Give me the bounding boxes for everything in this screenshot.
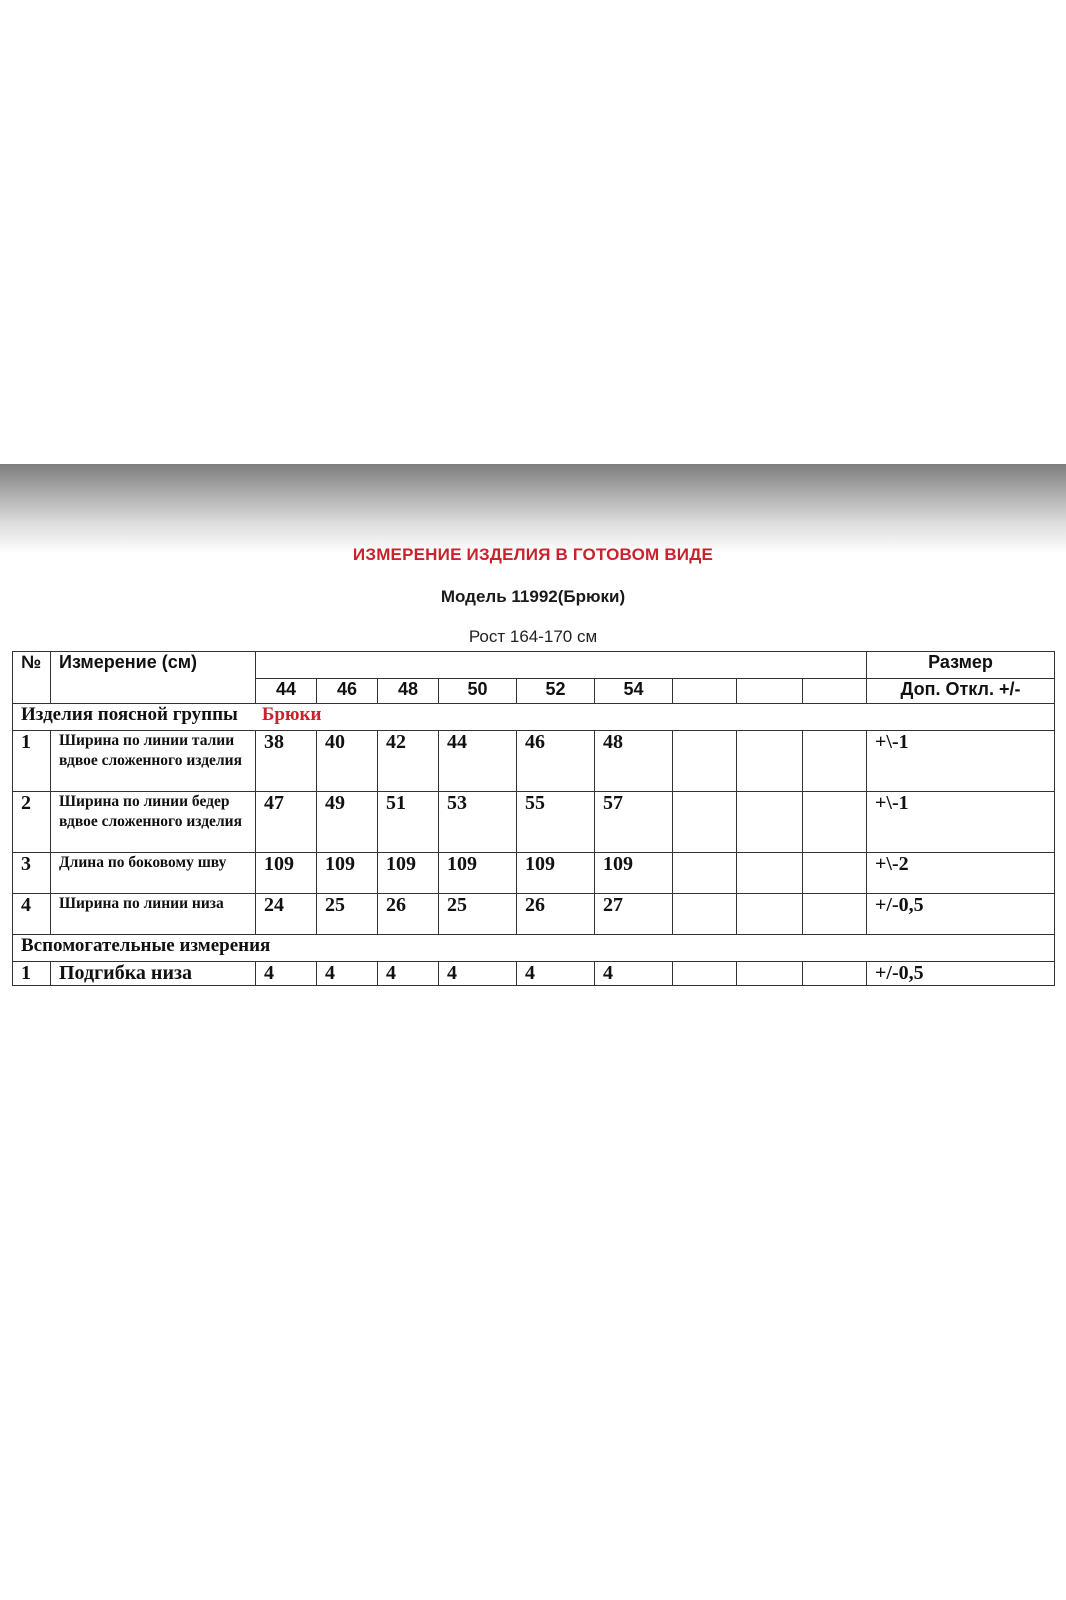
value-cell: 109 [517, 853, 595, 894]
value-cell: 4 [439, 962, 517, 986]
model-label: Модель 11992(Брюки) [440, 587, 626, 606]
row-desc: Ширина по линии бедер вдвое сложенного изделия [51, 792, 256, 853]
size-50: 50 [439, 679, 517, 704]
section-accent: Брюки [261, 704, 322, 725]
value-cell: 25 [439, 894, 517, 935]
value-cell: 109 [439, 853, 517, 894]
size-46: 46 [317, 679, 378, 704]
value-cell: 48 [595, 731, 673, 792]
empty-cell [673, 894, 737, 935]
value-cell: 57 [595, 792, 673, 853]
value-cell: 24 [256, 894, 317, 935]
value-cell: 25 [317, 894, 378, 935]
header-num: № [13, 652, 51, 704]
row-desc: Длина по боковому шву [51, 853, 256, 894]
value-cell: 55 [517, 792, 595, 853]
row-desc: Подгибка низа [51, 962, 256, 986]
table-row [13, 894, 1055, 935]
empty-cell [803, 853, 867, 894]
section-label [13, 704, 1055, 731]
value-cell: 109 [317, 853, 378, 894]
tolerance-cell: +\-2 [867, 853, 1055, 894]
tolerance-cell: +/-0,5 [867, 894, 1055, 935]
tolerance-cell: +\-1 [867, 731, 1055, 792]
size-54: 54 [595, 679, 673, 704]
empty-cell [737, 894, 803, 935]
size-empty [673, 679, 737, 704]
value-cell: 47 [256, 792, 317, 853]
growth-label: Рост 164-170 см [468, 627, 598, 646]
empty-cell [737, 731, 803, 792]
size-empty [737, 679, 803, 704]
row-desc: Ширина по линии талии вдвое сложенного изделия [51, 731, 256, 792]
value-cell: 42 [378, 731, 439, 792]
section-row [13, 704, 1055, 731]
empty-cell [673, 731, 737, 792]
value-cell: 4 [378, 962, 439, 986]
empty-cell [673, 962, 737, 986]
size-48: 48 [378, 679, 439, 704]
value-cell: 51 [378, 792, 439, 853]
size-table [12, 651, 1055, 986]
value-cell: 44 [439, 731, 517, 792]
header-size: Размер [867, 652, 1055, 679]
value-cell: 4 [595, 962, 673, 986]
empty-cell [737, 853, 803, 894]
row-num: 4 [13, 894, 51, 935]
row-num: 2 [13, 792, 51, 853]
value-cell: 26 [378, 894, 439, 935]
table-row [13, 962, 1055, 986]
photo-shadow-band [0, 464, 1066, 554]
table-row [13, 792, 1055, 853]
empty-cell [673, 853, 737, 894]
value-cell: 4 [256, 962, 317, 986]
section-label: Вспомогательные измерения [13, 935, 1055, 962]
empty-cell [673, 792, 737, 853]
empty-cell [803, 962, 867, 986]
empty-cell [737, 962, 803, 986]
section-row [13, 935, 1055, 962]
size-empty [803, 679, 867, 704]
value-cell: 26 [517, 894, 595, 935]
empty-cell [803, 894, 867, 935]
value-cell: 53 [439, 792, 517, 853]
value-cell: 27 [595, 894, 673, 935]
row-num: 1 [13, 962, 51, 986]
row-num: 1 [13, 731, 51, 792]
value-cell: 49 [317, 792, 378, 853]
tolerance-cell: +/-0,5 [867, 962, 1055, 986]
header-measure: Измерение (см) [51, 652, 256, 704]
table-row [13, 853, 1055, 894]
value-cell: 4 [517, 962, 595, 986]
size-44: 44 [256, 679, 317, 704]
table-row [13, 731, 1055, 792]
row-desc: Ширина по линии низа [51, 894, 256, 935]
empty-cell [803, 792, 867, 853]
header-tolerance: Доп. Откл. +/- [867, 679, 1055, 704]
document-title: ИЗМЕРЕНИЕ ИЗДЕЛИЯ В ГОТОВОМ ВИДЕ [352, 545, 714, 564]
size-52: 52 [517, 679, 595, 704]
value-cell: 109 [378, 853, 439, 894]
section-label-text: Изделия поясной группы [21, 704, 238, 725]
empty-cell [803, 731, 867, 792]
value-cell: 4 [317, 962, 378, 986]
tolerance-cell: +\-1 [867, 792, 1055, 853]
value-cell: 109 [256, 853, 317, 894]
value-cell: 46 [517, 731, 595, 792]
empty-cell [737, 792, 803, 853]
value-cell: 40 [317, 731, 378, 792]
header-row [13, 652, 1055, 679]
header-blank [256, 652, 867, 679]
value-cell: 38 [256, 731, 317, 792]
value-cell: 109 [595, 853, 673, 894]
row-num: 3 [13, 853, 51, 894]
